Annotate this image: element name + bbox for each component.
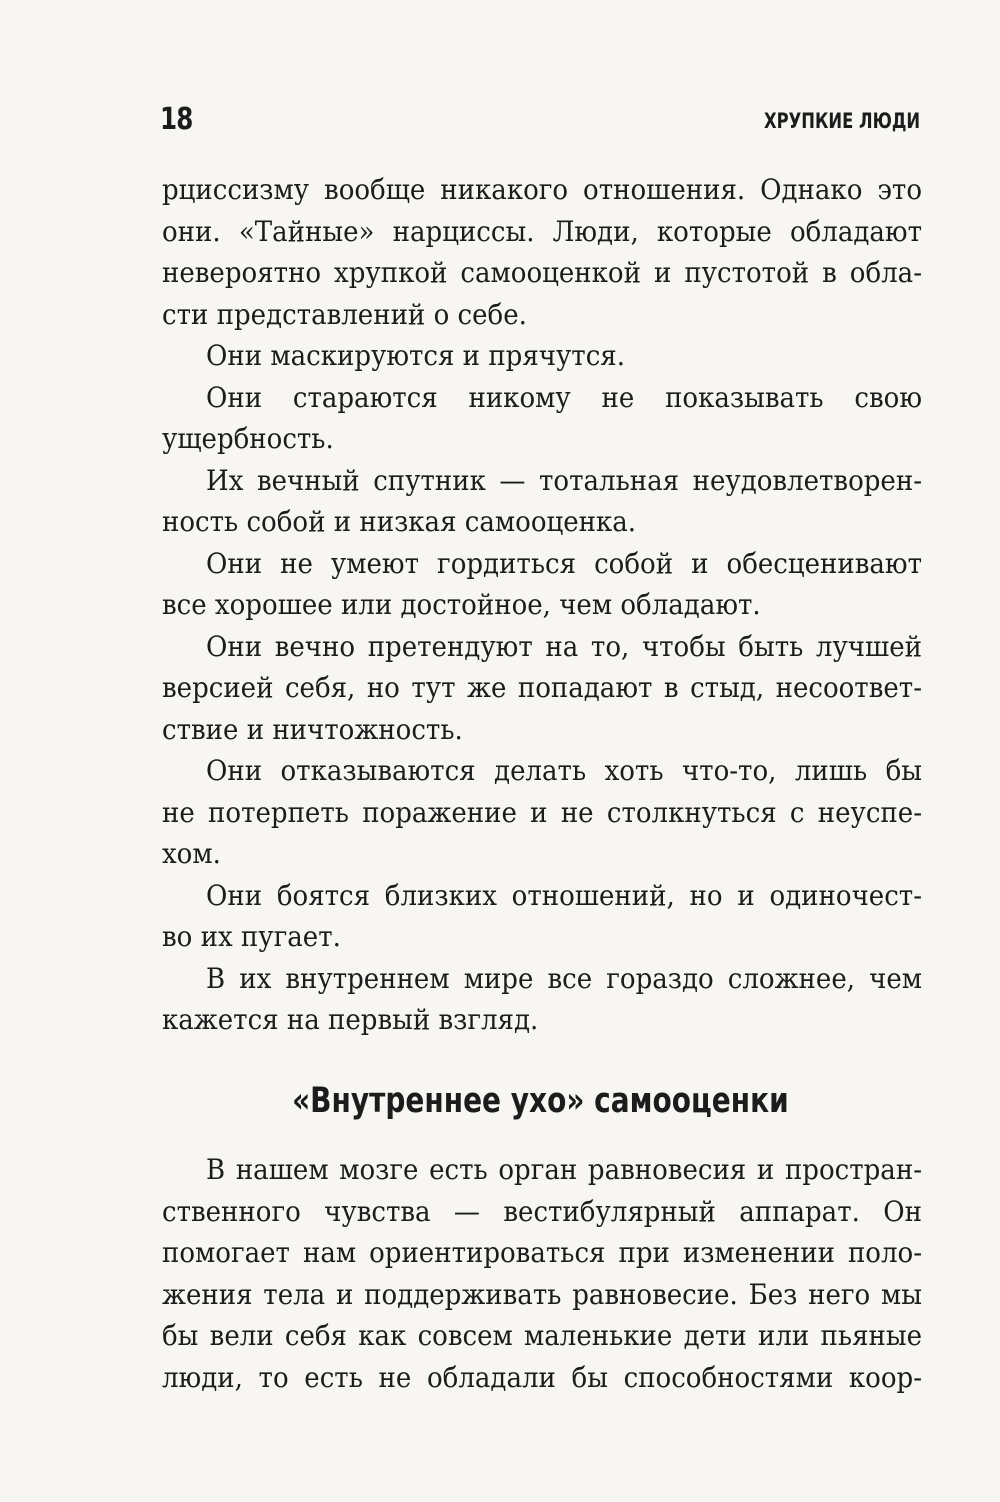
text-line: ствие и ничтожность. (162, 712, 463, 746)
text-line: они. «Тайные» нарциссы. Люди, которые обладают (162, 214, 922, 248)
text-line: ственного чувства — вестибулярный аппарат. Он (162, 1194, 922, 1228)
paragraph-line: В нашем мозге есть орган равновесия и простран- (206, 1153, 922, 1186)
text-line: все хорошее или достойное, чем обладают. (162, 588, 761, 621)
text-line: люди, то есть не обладали бы способностями коор- (162, 1360, 922, 1394)
paragraph-line: Они маскируются и прячутся. (206, 339, 626, 372)
paragraph-line: Их вечный спутник — тотальная неудовлетворен- (206, 463, 922, 497)
text-line: не потерпеть поражение и не столкнуться с неуспе- (162, 795, 922, 829)
text-line: во их пугает. (162, 920, 341, 953)
text-line: рциссизму вообще никакого отношения. Однако это (162, 173, 922, 206)
text-line: бы вели себя как совсем маленькие дети или пьяные (162, 1319, 922, 1352)
paragraph-line: Они отказываются делать хоть что-то, лишь бы (206, 754, 922, 787)
text-line: жения тела и поддерживать равновесие. Без него мы (162, 1277, 923, 1311)
text-line: ность собой и низкая самооценка. (162, 505, 637, 538)
text-line: сти представлений о себе. (162, 297, 527, 331)
paragraph-line: В их внутреннем мире все гораздо сложнее, чем (206, 961, 922, 995)
body-text-section-2 (162, 1149, 922, 1398)
paragraph-line: Они не умеют гордиться собой и обесценивают (206, 546, 922, 580)
body-text-section-1 (162, 169, 922, 1041)
book-title: ХРУПКИЕ ЛЮДИ (763, 109, 920, 133)
page-number: 18 (160, 102, 193, 137)
text-line: хом. (162, 837, 221, 870)
text-line: невероятно хрупкой самооценкой и пустотой в обла- (162, 256, 922, 289)
paragraph-line: Они стараются никому не показывать свою (206, 380, 922, 414)
paragraph-line: Они вечно претендуют на то, чтобы быть лучшей (206, 629, 922, 663)
text-line: помогает нам ориентироваться при изменении поло- (162, 1236, 922, 1269)
text-line: кажется на первый взгляд. (162, 1003, 539, 1036)
paragraph-line: Они боятся близких отношений, но и одиночест- (206, 878, 922, 912)
running-header (160, 100, 920, 140)
text-line: ущербность. (162, 422, 334, 455)
text-line: версией себя, но тут же попадают в стыд, несоответ- (162, 671, 922, 704)
section-heading: «Внутреннее ухо» самооценки (291, 1081, 789, 1121)
